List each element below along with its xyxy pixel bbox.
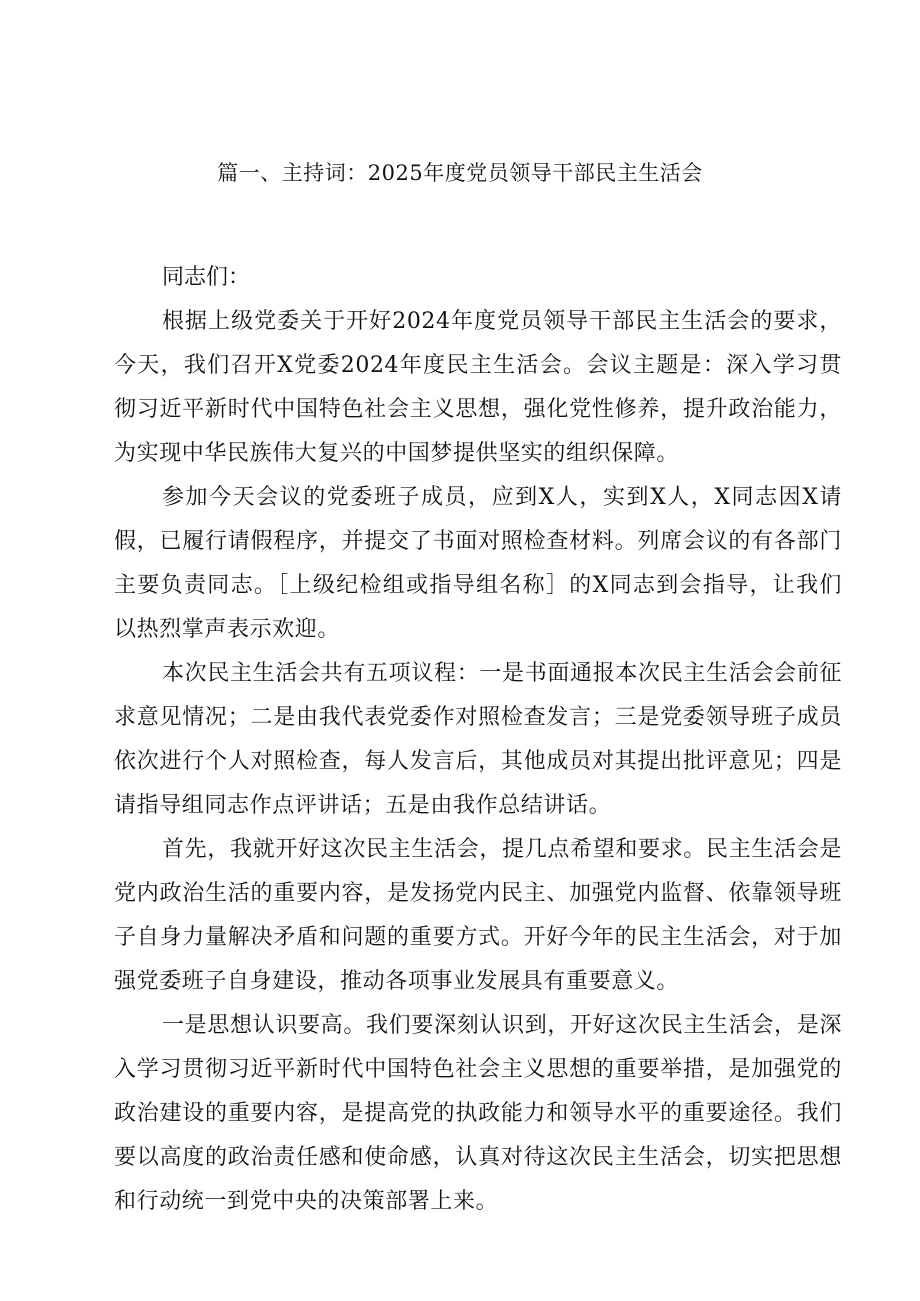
greeting: 同志们： (162, 265, 251, 290)
paragraph-2: 参加今天会议的党委班子成员，应到X人，实到X人，X同志因X请假，已履行请假程序，并提交了书面对照检查材料。列席会议的有各部门主要负责同志。［上级纪检组或指导组名称］的X同志到会指导，让我们以热烈掌声表示欢迎。 (114, 485, 842, 642)
paragraph-4: 首先，我就开好这次民主生活会，提几点希望和要求。民主生活会是党内政治生活的重要内容，是发扬党内民主、加强党内监督、依靠领导班子自身力量解决矛盾和问题的重要方式。开好今年的民主生活会，对于加强党委班子自身建设，推动各项事业发展具有重要意义。 (114, 837, 842, 994)
document-body (114, 256, 842, 1224)
paragraph-1: 根据上级党委关于开好2024年度党员领导干部民主生活会的要求，今天，我们召开X党委2024年度民主生活会。会议主题是：深入学习贯彻习近平新时代中国特色社会主义思想，强化党性修养，提升政治能力，为实现中华民族伟大复兴的中国梦提供坚实的组织保障。 (114, 309, 842, 466)
paragraph-3: 本次民主生活会共有五项议程：一是书面通报本次民主生活会会前征求意见情况；二是由我代表党委作对照检查发言；三是党委领导班子成员依次进行个人对照检查，每人发言后，其他成员对其提出批评意见；四是请指导组同志作点评讲话；五是由我作总结讲话。 (114, 661, 842, 818)
document-title: 篇一、主持词：2025年度党员领导干部民主生活会 (217, 161, 703, 185)
paragraph-5: 一是思想认识要高。我们要深刻认识到，开好这次民主生活会，是深入学习贯彻习近平新时代中国特色社会主义思想的重要举措，是加强党的政治建设的重要内容，是提高党的执政能力和领导水平的重要途径。我们要以高度的政治责任感和使命感，认真对待这次民主生活会，切实把思想和行动统一到党中央的决策部署上来。 (114, 1013, 842, 1214)
